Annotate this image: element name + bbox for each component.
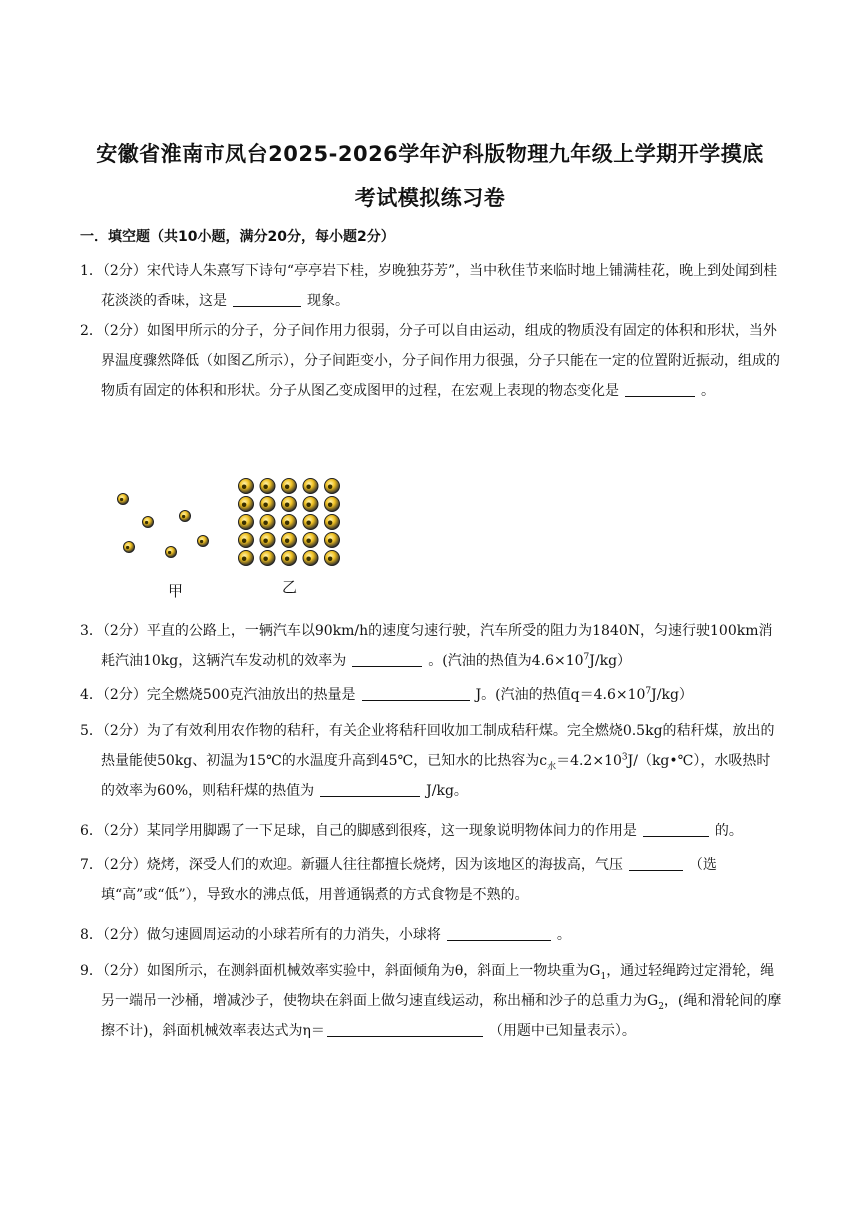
solid-molecule — [303, 497, 318, 512]
solid-molecule — [260, 515, 275, 530]
answer-blank-1[interactable] — [233, 290, 301, 307]
question-3: 3．（2分）平直的公路上，一辆汽车以90km/h的速度匀速行驶，汽车所受的阻力为1840N，匀速行驶100km消耗汽油10kg，这辆汽车发动机的效率为 。(汽油的热值为$4.6\times 10^7J/kg$） — [80, 623, 773, 669]
solid-molecules — [239, 479, 340, 566]
solid-molecule — [325, 533, 340, 548]
solid-molecule — [239, 533, 254, 548]
solid-molecule — [303, 515, 318, 530]
solid-molecule — [325, 551, 340, 566]
gas-molecule — [166, 547, 177, 558]
solid-molecule — [282, 551, 297, 566]
gas-molecule — [180, 511, 191, 522]
gas-molecule — [118, 494, 129, 505]
solid-molecule — [282, 479, 297, 494]
molecule-diagram — [112, 470, 352, 605]
answer-blank-3[interactable] — [352, 650, 422, 667]
question-9: 9．（2分）如图所示，在测斜面机械效率实验中，斜面倾角为θ，斜面上一物块重为$G_1$，通过轻绳跨过定滑轮，绳另一端吊一沙桶，增减沙子，使物块在斜面上做匀速直线运动，称出桶和沙子的总重力为$G_2$，(绳和滑轮间的摩擦不计)，斜面机械效率表达式为η＝ （用题中已知量表示）。 — [80, 963, 782, 1039]
question-1: 1．（2分）宋代诗人朱熹写下诗句“亭亭岩下桂，岁晚独芬芳”，当中秋佳节来临时地上铺满桂花，晚上到处闻到桂花淡淡的香味，这是 现象。 — [80, 263, 778, 309]
solid-molecule — [260, 533, 275, 548]
section-heading: 一．填空题（共10小题，满分20分，每小题2分） — [80, 229, 395, 245]
solid-molecule — [325, 479, 340, 494]
solid-molecule — [260, 551, 275, 566]
question-5: 5．（2分）为了有效利用农作物的秸秆，有关企业将秸秆回收加工制成秸秆煤。完全燃烧0.5kg的秸秆煤，放出的热量能使50kg、初温为15℃的水温度升高到45℃，已知水的比热容为$c_水=4.2\times 10^3J/(kg•℃)$，水吸热时的效率为60%，则秸秆煤的热值为 J/kg。 — [80, 723, 775, 799]
gas-molecules — [118, 494, 209, 558]
solid-molecule — [303, 551, 318, 566]
solid-molecule — [303, 533, 318, 548]
solid-molecule — [239, 515, 254, 530]
solid-molecule — [325, 497, 340, 512]
molecule-figure — [112, 470, 352, 605]
answer-blank-5[interactable] — [320, 780, 420, 797]
exam-title-line2: 考试模拟练习卷 — [354, 186, 506, 210]
solid-molecule — [282, 497, 297, 512]
solid-molecule — [282, 533, 297, 548]
solid-molecule — [260, 497, 275, 512]
figure-label-a: 甲 — [168, 582, 184, 600]
solid-molecule — [260, 479, 275, 494]
answer-blank-9[interactable] — [327, 1020, 483, 1037]
solid-molecule — [239, 479, 254, 494]
solid-molecule — [239, 497, 254, 512]
gas-molecule — [124, 542, 135, 553]
question-2: 2．（2分）如图甲所示的分子，分子间作用力很弱，分子可以自由运动，组成的物质没有固定的体积和形状，当外界温度骤然降低（如图乙所示），分子间距变小，分子间作用力很强，分子只能在一定的位置附近振动，组成的物质有固定的体积和形状。分子从图乙变成图甲的过程，在宏观上表现的物态变化是 。 — [80, 323, 780, 399]
exam-title-line1: 安徽省淮南市凤台2025-2026学年沪科版物理九年级上学期开学摸底 — [96, 142, 764, 166]
question-7: 7．（2分）烧烤，深受人们的欢迎。新疆人往往都擅长烧烤，因为该地区的海拔高，气压 （选填“高”或“低”），导致水的沸点低，用普通锅煮的方式食物是不熟的。 — [80, 850, 784, 910]
answer-blank-4[interactable] — [362, 684, 470, 701]
solid-molecule — [303, 479, 318, 494]
question-4: 4．（2分）完全燃烧500克汽油放出的热量是 J。(汽油的热值$q=4.6\times 10^7J/kg$） — [80, 680, 784, 710]
answer-blank-6[interactable] — [643, 820, 709, 837]
question-6: 6．（2分）某同学用脚踢了一下足球，自己的脚感到很疼，这一现象说明物体间力的作用是 的。 — [80, 816, 784, 846]
answer-blank-7[interactable] — [629, 854, 683, 871]
answer-blank-2[interactable] — [625, 380, 695, 397]
solid-molecule — [282, 515, 297, 530]
gas-molecule — [143, 517, 154, 528]
question-8: 8．（2分）做匀速圆周运动的小球若所有的力消失，小球将 。 — [80, 920, 784, 950]
gas-molecule — [198, 536, 209, 547]
answer-blank-8[interactable] — [447, 924, 551, 941]
solid-molecule — [325, 515, 340, 530]
figure-label-b: 乙 — [282, 578, 298, 596]
solid-molecule — [239, 551, 254, 566]
